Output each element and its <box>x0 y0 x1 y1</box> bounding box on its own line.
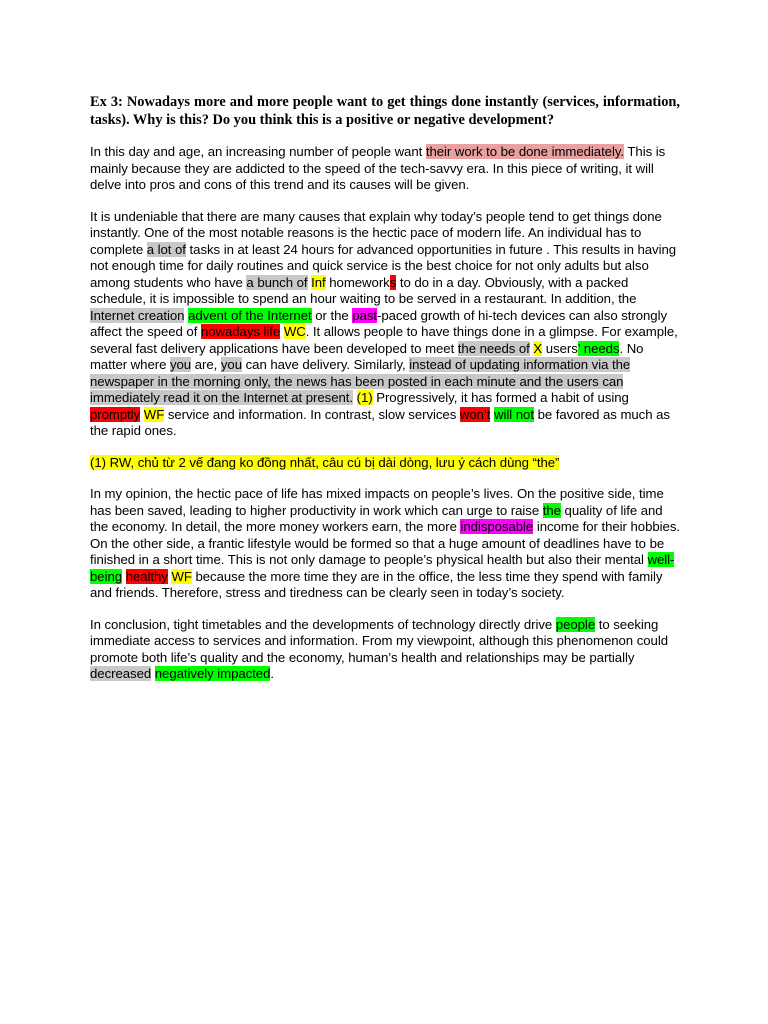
text-run: This is mainly because they are addicted to the speed of the tech-savvy era. In this piece of writing, it will delve into pros and cons of this trend and its causes will be given. <box>90 144 666 192</box>
text-run: to do in a day. Obviously, with a packed schedule, it is impossible to spend an hour waiting to be served in a restaurant. In addition, the <box>90 274 637 306</box>
highlight-red: won’t <box>459 406 491 422</box>
highlight-magenta: indisposable <box>460 519 534 534</box>
text-run: In my opinion, the hectic pace of life has mixed impacts on people’s lives. On the positive side, time has been saved, leading to higher productivity in work which can urge to raise <box>90 486 664 518</box>
highlight-pink: their work to be done immediately. <box>425 144 625 159</box>
text-run: income for their hobbies. On the other side, a frantic lifestyle would be formed so that a huge amount of deadlines have to be finished in a short time. This is not only damage to people’s physical health but also their mental <box>90 519 680 567</box>
highlight-green: well-being <box>90 552 675 584</box>
highlight-green: will not <box>494 406 534 422</box>
text-run: . No matter where <box>90 340 644 372</box>
text-run: -paced growth of hi-tech devices can also strongly affect the speed of <box>90 307 667 339</box>
highlight-red: s <box>389 274 397 290</box>
text-run: quality of life and the economy. In detail, the more money workers earn, the more <box>90 502 663 534</box>
paragraph-conclusion <box>90 617 680 683</box>
paragraph-causes <box>90 209 680 440</box>
text-run: because the more time they are in the office, the less time they spend with family and friends. Therefore, stress and tiredness can be clearly seen in today’s society. <box>90 568 663 600</box>
essay-body <box>90 144 680 683</box>
highlight-green: the <box>542 502 561 518</box>
text-run: tasks in at least 24 hours for advanced opportunities in future . This results in having not enough time for daily routines and quick service is the best choice for not only adults but also among students who have <box>90 241 677 290</box>
text-run: It is undeniable that there are many causes that explain why today’s people tend to get things done instantly. One of the most notable reasons is the hectic pace of modern life. An individual has to complete <box>90 208 662 257</box>
highlight-yellow: (1) <box>356 390 373 405</box>
highlight-gray: the needs of <box>457 340 530 356</box>
text-run: can have delivery. Similarly, <box>242 357 410 372</box>
highlight-gray: a lot of <box>146 241 186 257</box>
text-run: . <box>270 666 274 681</box>
text-run: In this day and age, an increasing number of people want <box>90 144 426 159</box>
highlight-green: ’ needs <box>577 340 620 356</box>
highlight-green: people <box>555 616 596 632</box>
text-run: . It allows people to have things done in a glimpse. For example, several fast delivery applications have been developed to meet <box>90 324 678 356</box>
highlight-red: nowadays life <box>200 324 281 339</box>
highlight-gray: you <box>169 357 192 372</box>
text-run: In conclusion, tight timetables and the developments of technology directly drive <box>90 616 556 632</box>
exercise-heading: Ex 3: Nowadays more and more people want to get things done instantly (services, information, tasks). Why is this? Do you think this is a positive or negative development? <box>90 94 680 128</box>
paragraph-note <box>90 455 680 472</box>
highlight-yellow: Inf <box>311 274 326 290</box>
text-run: or the <box>311 307 353 323</box>
highlight-yellow: WF <box>143 406 165 422</box>
text-run: Progressively, it has formed a habit of using <box>372 390 629 405</box>
highlight-yellow: WC <box>283 324 306 339</box>
highlight-gray: Internet creation <box>90 307 185 323</box>
text-run: homework <box>325 274 390 290</box>
paragraph-intro <box>90 144 680 194</box>
highlight-gray: you <box>220 357 242 372</box>
highlight-yellow: WF <box>171 568 192 584</box>
highlight-gray: a bunch of <box>246 274 308 290</box>
highlight-gray: instead of updating information via the newspaper in the morning only, the news has been posted in each minute and the users can immediately read it on the Internet at present. <box>90 357 631 405</box>
highlight-yellow: X <box>533 340 543 356</box>
document-page <box>90 94 680 698</box>
highlight-green: negatively impacted <box>154 666 271 681</box>
paragraph-opinion <box>90 486 680 602</box>
highlight-yellow: (1) RW, chủ từ 2 vế đang ko đồng nhất, câu cú bị dài dòng, lưu ý cách dùng “the” <box>90 454 560 470</box>
text-run: users <box>542 340 578 356</box>
highlight-magenta: past <box>352 307 378 323</box>
highlight-gray: decreased <box>90 666 152 681</box>
text-run: service and information. In contrast, slow services <box>164 406 460 422</box>
text-run: be favored as much as the rapid ones. <box>90 406 670 438</box>
highlight-red: promptly <box>90 406 141 422</box>
highlight-red: healthy <box>125 568 168 584</box>
text-run: are, <box>191 357 221 372</box>
highlight-green: advent of the Internet <box>188 307 312 323</box>
text-run: to seeking immediate access to services and information. From my viewpoint, although this phenomenon could promote both life’s quality and the economy, human’s health and relationships may be partially <box>90 616 668 665</box>
